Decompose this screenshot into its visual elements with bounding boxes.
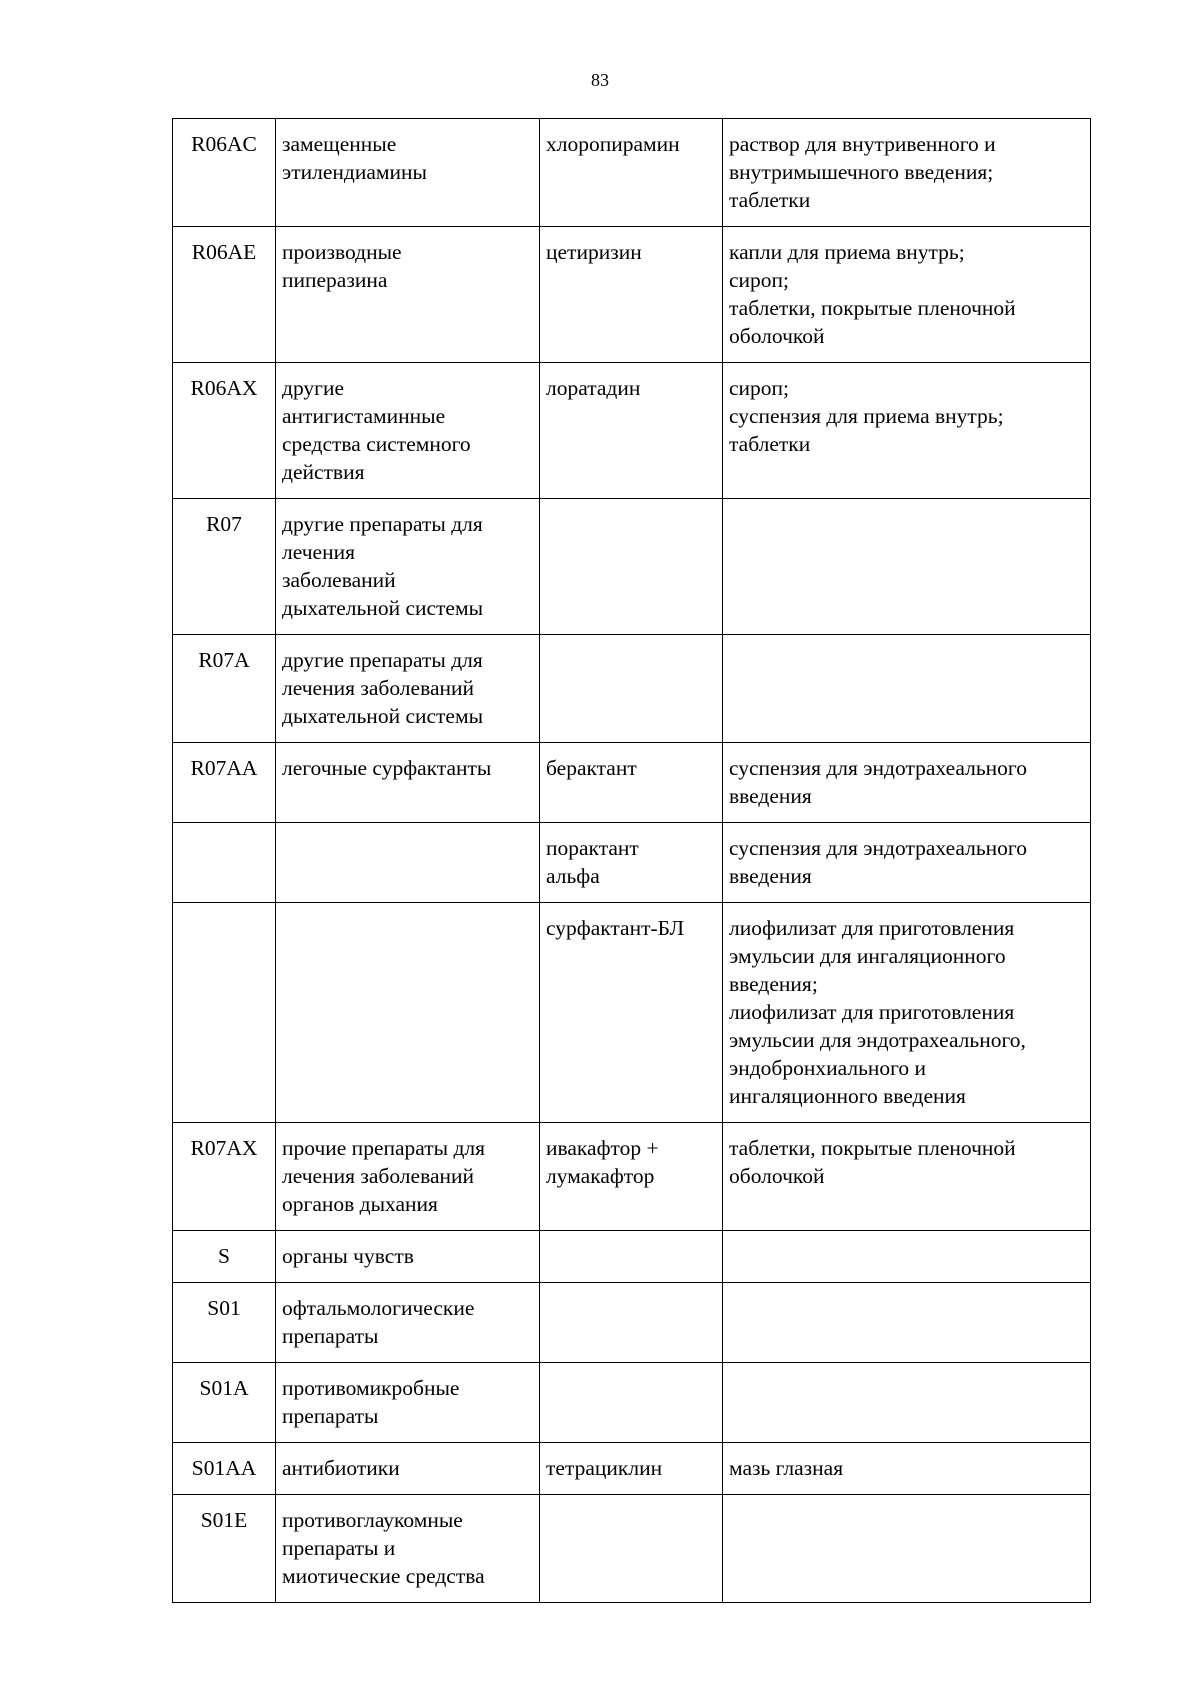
atc-code-line: R06AC — [191, 132, 257, 156]
dosage-form-cell — [723, 227, 1091, 363]
dosage-form-cell — [723, 119, 1091, 227]
dosage-form-line: сироп; — [729, 376, 790, 400]
atc-code-line: R06AX — [190, 376, 258, 400]
group-name-cell — [276, 227, 540, 363]
atc-code-line: S01AA — [191, 1456, 257, 1480]
dosage-form-line: лиофилизат для приготовления — [729, 916, 1015, 940]
substance-line: хлоропирамин — [546, 132, 680, 156]
group-name-line: лечения заболеваний — [282, 1164, 475, 1188]
dosage-form-line: эмульсии для эндотрахеального, — [729, 1028, 1026, 1052]
dosage-form-cell — [723, 1443, 1091, 1495]
substance-cell — [540, 1283, 723, 1363]
group-name-line: другие — [282, 376, 345, 400]
group-name-line: органов дыхания — [282, 1192, 438, 1216]
dosage-form-cell — [723, 1123, 1091, 1231]
atc-code-line: R07 — [206, 512, 242, 536]
group-name-cell — [276, 743, 540, 823]
substance-line: берактант — [546, 756, 637, 780]
dosage-form-line: эндобронхиального и — [729, 1056, 927, 1080]
group-name-line: дыхательной системы — [282, 704, 484, 728]
dosage-form-cell — [723, 1363, 1091, 1443]
dosage-form-cell — [723, 635, 1091, 743]
table-body — [173, 119, 1091, 1603]
group-name-line: другие препараты для — [282, 512, 483, 536]
atc-code-line: R07AX — [190, 1136, 258, 1160]
group-name-line: дыхательной системы — [282, 596, 484, 620]
atc-code-line: R07A — [198, 648, 250, 672]
group-name-line: препараты — [282, 1324, 379, 1348]
substance-line: ивакафтор + — [546, 1136, 659, 1160]
substance-line: цетиризин — [546, 240, 642, 264]
dosage-form-line: раствор для внутривенного и — [729, 132, 996, 156]
dosage-form-line: внутримышечного введения; — [729, 160, 994, 184]
group-name-cell — [276, 1231, 540, 1283]
group-name-cell — [276, 1283, 540, 1363]
group-name-line: препараты — [282, 1404, 379, 1428]
group-name-line: миотические средства — [282, 1564, 485, 1588]
drug-table — [172, 118, 1091, 1603]
table-row — [173, 743, 1091, 823]
group-name-cell — [276, 119, 540, 227]
table-row — [173, 499, 1091, 635]
table-row — [173, 119, 1091, 227]
atc-code-cell — [173, 1495, 276, 1603]
substance-cell — [540, 1495, 723, 1603]
group-name-line: пиперазина — [282, 268, 388, 292]
group-name-cell — [276, 635, 540, 743]
group-name-line: замещенные — [282, 132, 397, 156]
group-name-cell — [276, 1443, 540, 1495]
group-name-line: средства системного — [282, 432, 471, 456]
table-row — [173, 1363, 1091, 1443]
group-name-cell — [276, 1495, 540, 1603]
dosage-form-line: таблетки, покрытые пленочной — [729, 1136, 1016, 1160]
group-name-line: легочные сурфактанты — [282, 756, 492, 780]
substance-cell — [540, 363, 723, 499]
group-name-line: противоглаукомные — [282, 1508, 463, 1532]
substance-line: тетрациклин — [546, 1456, 663, 1480]
dosage-form-line: лиофилизат для приготовления — [729, 1000, 1015, 1024]
dosage-form-line: оболочкой — [729, 324, 825, 348]
table-row — [173, 903, 1091, 1123]
substance-cell — [540, 1443, 723, 1495]
substance-line: порактант — [546, 836, 639, 860]
substance-line: альфа — [546, 864, 600, 888]
substance-line: лумакафтор — [546, 1164, 655, 1188]
substance-cell — [540, 903, 723, 1123]
dosage-form-cell — [723, 363, 1091, 499]
dosage-form-line: эмульсии для ингаляционного — [729, 944, 1006, 968]
table-row — [173, 1495, 1091, 1603]
dosage-form-cell — [723, 1283, 1091, 1363]
dosage-form-line: ингаляционного введения — [729, 1084, 966, 1108]
atc-code-line: R06AE — [191, 240, 257, 264]
table-row — [173, 823, 1091, 903]
group-name-cell — [276, 1363, 540, 1443]
atc-code-cell — [173, 1363, 276, 1443]
group-name-line: этилендиамины — [282, 160, 427, 184]
atc-code-cell — [173, 1283, 276, 1363]
table-row — [173, 1283, 1091, 1363]
dosage-form-line: сироп; — [729, 268, 790, 292]
group-name-cell — [276, 903, 540, 1123]
group-name-line: лечения заболеваний — [282, 676, 475, 700]
atc-code-line: S01A — [199, 1376, 249, 1400]
dosage-form-cell — [723, 743, 1091, 823]
atc-code-line: S — [218, 1244, 230, 1268]
substance-cell — [540, 743, 723, 823]
atc-code-line: S01 — [207, 1296, 241, 1320]
group-name-line: антигистаминные — [282, 404, 446, 428]
substance-cell — [540, 1363, 723, 1443]
dosage-form-line: суспензия для эндотрахеального — [729, 836, 1027, 860]
group-name-cell — [276, 823, 540, 903]
group-name-line: офтальмологические — [282, 1296, 475, 1320]
group-name-line: препараты и — [282, 1536, 396, 1560]
page-number: 83 — [591, 70, 609, 90]
group-name-line: заболеваний — [282, 568, 396, 592]
dosage-form-cell — [723, 823, 1091, 903]
atc-code-line: R07AA — [190, 756, 258, 780]
substance-cell — [540, 499, 723, 635]
group-name-line: производные — [282, 240, 402, 264]
substance-cell — [540, 1123, 723, 1231]
atc-code-cell — [173, 1443, 276, 1495]
substance-cell — [540, 227, 723, 363]
group-name-line: антибиотики — [282, 1456, 400, 1480]
atc-code-cell — [173, 499, 276, 635]
group-name-line: другие препараты для — [282, 648, 483, 672]
dosage-form-line: оболочкой — [729, 1164, 825, 1188]
dosage-form-line: введения — [729, 864, 812, 888]
group-name-line: лечения — [282, 540, 355, 564]
group-name-line: противомикробные — [282, 1376, 460, 1400]
atc-code-cell — [173, 119, 276, 227]
dosage-form-line: капли для приема внутрь; — [729, 240, 965, 264]
table-row — [173, 1231, 1091, 1283]
substance-cell — [540, 1231, 723, 1283]
group-name-line: прочие препараты для — [282, 1136, 486, 1160]
substance-line: сурфактант-БЛ — [546, 916, 685, 940]
dosage-form-cell — [723, 1495, 1091, 1603]
atc-code-cell — [173, 227, 276, 363]
group-name-line: действия — [282, 460, 365, 484]
table-row — [173, 363, 1091, 499]
atc-code-cell — [173, 1231, 276, 1283]
dosage-form-line: суспензия для приема внутрь; — [729, 404, 1004, 428]
substance-line: лоратадин — [546, 376, 641, 400]
atc-code-line: S01E — [200, 1508, 248, 1532]
table-row — [173, 1123, 1091, 1231]
atc-code-cell — [173, 1123, 276, 1231]
dosage-form-line: таблетки — [729, 188, 811, 212]
dosage-form-line: введения; — [729, 972, 818, 996]
atc-code-cell — [173, 903, 276, 1123]
atc-code-cell — [173, 635, 276, 743]
atc-code-cell — [173, 823, 276, 903]
dosage-form-line: таблетки, покрытые пленочной — [729, 296, 1016, 320]
table-row — [173, 635, 1091, 743]
table-row — [173, 1443, 1091, 1495]
substance-cell — [540, 119, 723, 227]
table-row — [173, 227, 1091, 363]
dosage-form-line: суспензия для эндотрахеального — [729, 756, 1027, 780]
dosage-form-cell — [723, 499, 1091, 635]
dosage-form-cell — [723, 903, 1091, 1123]
dosage-form-cell — [723, 1231, 1091, 1283]
substance-cell — [540, 823, 723, 903]
atc-code-cell — [173, 743, 276, 823]
group-name-cell — [276, 499, 540, 635]
group-name-cell — [276, 1123, 540, 1231]
group-name-line: органы чувств — [282, 1244, 414, 1268]
atc-code-cell — [173, 363, 276, 499]
dosage-form-line: мазь глазная — [729, 1456, 844, 1480]
group-name-cell — [276, 363, 540, 499]
substance-cell — [540, 635, 723, 743]
dosage-form-line: введения — [729, 784, 812, 808]
dosage-form-line: таблетки — [729, 432, 811, 456]
